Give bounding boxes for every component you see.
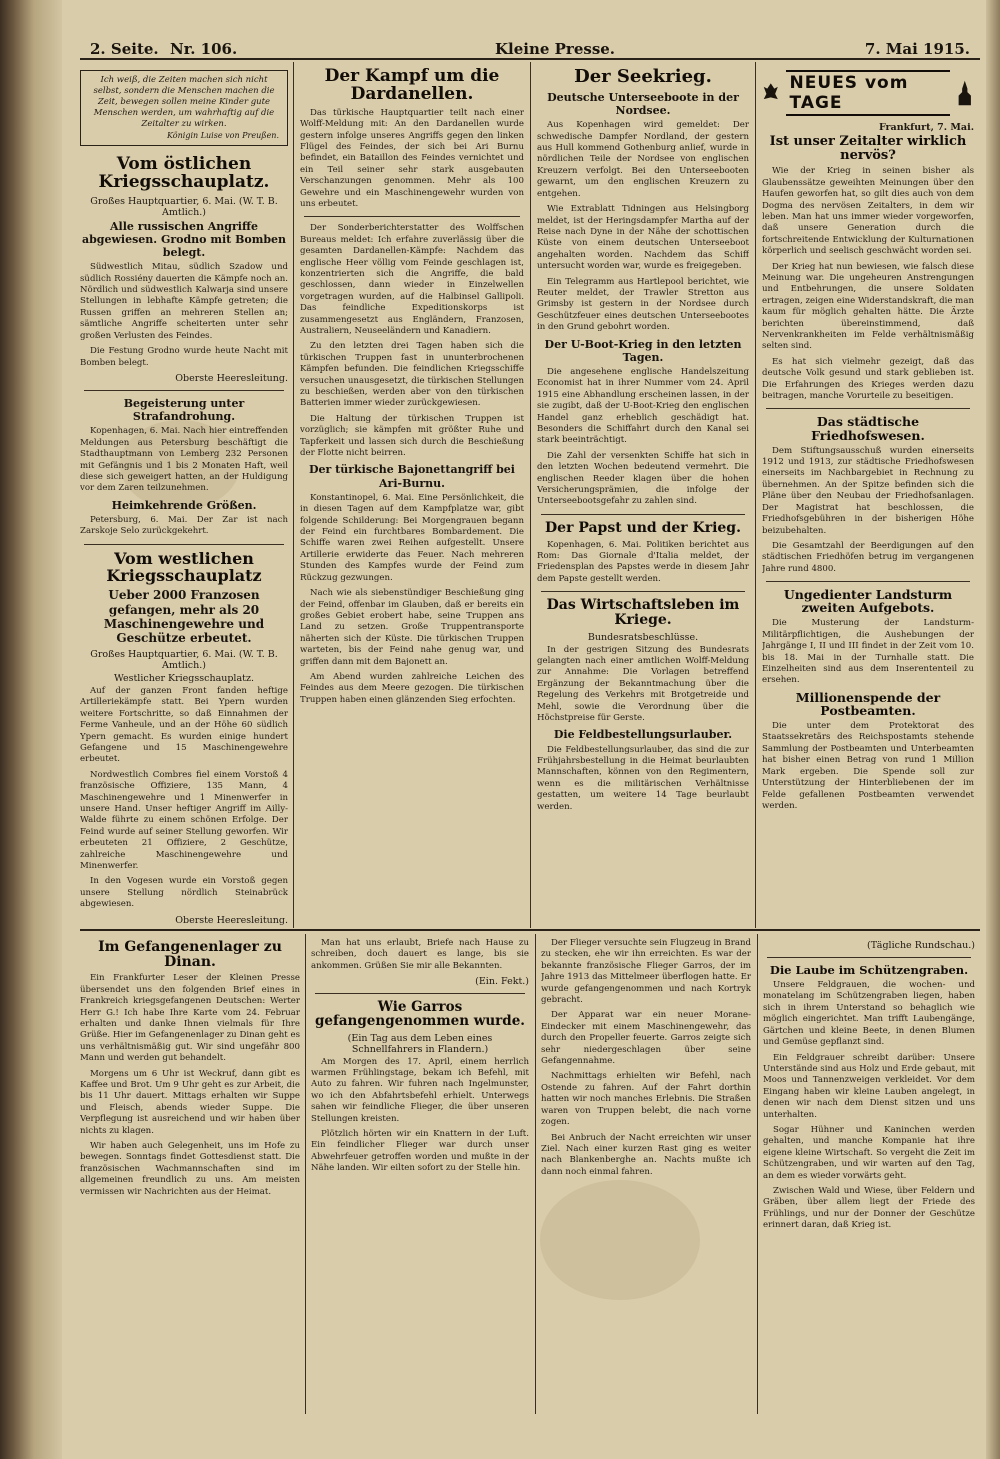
column-rule <box>305 934 306 1414</box>
article-paragraph: Nach wie als siebenstündiger Beschießung ging der Feind, offenbar im Glauben, daß er bereits ein großes Gebiet erobert habe, seine Truppen ans Land zu setzen. Große Truppentransporte näherten sich der Küste. Die türkischen Truppen warteten, bis der Feind nahe genug war, und griffen dann mit dem Bajonett an. <box>300 588 524 667</box>
article-paragraph: Es hat sich vielmehr gezeigt, daß das deutsche Volk gesund und stark geblieben ist. Die Erfahrungen des Krieges werden dazu beitragen, manche Vorurteile zu beseitigen. <box>762 356 974 401</box>
signature: (Ein. Fekt.) <box>475 976 529 988</box>
quote-text: Ich weiß, die Zeiten machen sich nicht selbst, sondern die Menschen machen die Zeit, bewegen sollen meine Kinder gute Menschen werden, um wahrhaftig auf die Zeitalter zu wirken. <box>93 75 275 129</box>
article-paragraph: Die Zahl der versenkten Schiffe hat sich in den letzten Wochen bedeutend vermehrt. Die englischen Reeder klagen über die hohen Versicherungsprämien, die infolge der Unterseebootsgefahr zu zahlen sind. <box>537 450 749 507</box>
headline-landsturm: Ungedienter Landsturm zweiten Aufgebots. <box>783 587 953 616</box>
article-paragraph: Morgens um 6 Uhr ist Weckruf, dann gibt es Kaffee und Brot. Um 9 Uhr geht es zur Arbeit, die bis 11 Uhr dauert. Mittags erhalten wir Suppe und Fleisch, abends wieder Suppe. Die Verpflegung ist ausreichend und wir haben über nichts zu klagen. <box>80 1068 300 1136</box>
headline-naval-war: Der Seekrieg. <box>574 66 712 87</box>
article-paragraph: Am Abend wurden zahlreiche Leichen des Feindes aus dem Meere gezogen. Die türkischen Truppen haben einen glänzenden Sieg erfochten. <box>300 671 524 705</box>
article-paragraph: Kopenhagen, 6. Mai. Politiken berichtet aus Rom: Das Giornale d'Italia meldet, der Friedensplan des Papstes werde in diesem Jahr dem Papste gestellt werden. <box>537 539 749 584</box>
dateline: Frankfurt, 7. Mai. <box>878 122 974 133</box>
divider <box>541 514 745 515</box>
column-rule <box>755 62 756 928</box>
article-paragraph: Der Apparat war ein neuer Morane-Eindecker mit einem Maschinengewehr, das durch den Propeller feuerte. Garros zeigte sich sehr niedergeschlagen über seine Gefangennahme. <box>541 1010 751 1067</box>
article-paragraph: In der gestrigen Sitzung des Bundesrats gelangten nach einer amtlichen Wolff-Meldung zur Annahme: Die Vorlagen betreffend Ergänzung der Bekanntmachung über die Regelung des Verkehrs mit Brotgetreide und Mehl, sowie die Verordnung über die Höchstpreise für Gerste. <box>537 644 749 723</box>
issue-date: 7. Mai 1915. <box>864 40 970 58</box>
header-rule <box>80 58 980 60</box>
article-paragraph: Ein Frankfurter Leser der Kleinen Presse übersendet uns den folgenden Brief eines in Frankreich kriegsgefangenen Deutschen: Werter Herr G.! Ich habe Ihre Karte vom 24. Februar erhalten und danke Ihnen vielmals für Ihre Grüße. Hier im Gefangenenlager zu Dinan geht es uns verhältnismäßig gut. Wir sind ungefähr 800 Mann und werden gut behandelt. <box>80 973 300 1064</box>
article-paragraph: Der Sonderberichterstatter des Wolffschen Bureaus meldet: Ich erfahre zuverlässig über die gesamten Dardanellen-Kämpfe: Nachdem das englische Heer völlig vom Feinde geschlagen ist, konzentrierten sich die Angriffe, die bald geschlossen, dann wieder in Einzelwellen vorgetragen wurden, auf die Halbinsel Gallipoli. Das feindliche Expeditionskorps ist zusammengesetzt aus Engländern, Franzosen, Australiern, Neuseeländern und Kanadiern. <box>300 223 524 336</box>
article-paragraph: Wir haben auch Gelegenheit, uns im Hofe zu bewegen. Sonntags findet Gottesdienst statt. Die französischen Wachmannschaften sind im allgemeinen freundlich zu uns. Am meisten vermissen wir Nachrichten aus der Heimat. <box>80 1141 300 1197</box>
column-news-of-the-day <box>762 66 974 928</box>
article-paragraph: Dem Stiftungsausschuß wurden einerseits 1912 und 1913, zur städtische Friedhofswesen einerseits im Nachbargebiet in Rechnung zu übernehmen. An der Spitze befinden sich die Pläne über den Neubau der Friedhofsanlagen. Der Magistrat hat beschlossen, die Friedhofsgebühren in der bisherigen Höhe beizubehalten. <box>762 445 974 536</box>
bottom-column-1 <box>80 938 300 1408</box>
article-paragraph: Die angesehene englische Handelszeitung Economist hat in ihrer Nummer vom 24. April 1915 eine Abhandlung erscheinen lassen, in der sie zugibt, daß der U-Boot-Krieg den englischen Handel ganz erheblich geschädigt hat. Besonders die Schiffahrt durch den Kanal sei stark beeinträchtigt. <box>537 366 749 446</box>
article-paragraph: Das türkische Hauptquartier teilt nach einer Wolff-Meldung mit: An den Dardanellen wurde gestern infolge unseres Angriffs gegen den linken Flügel des Feindes, der sich bei Ari Burnu befindet, ein Bataillon des Feindes vernichtet und ein Teil seiner sehr stark ausgebauten Verschanzungen genommen. Mehr als 100 Gewehre und ein Maschinengewehr wurden von uns erbeutet. <box>300 107 524 209</box>
signature: Oberste Heeresleitung. <box>175 372 288 384</box>
bottom-column-4 <box>763 938 975 1408</box>
divider <box>541 591 745 592</box>
article-paragraph: Südwestlich Mitau, südlich Szadow und südlich Rossiény dauerten die Kämpfe noch an. Nördlich und südwestlich Kalwarja sind unsere Stellungen in lebhafte Kämpfe getreten; die Russen griffen an mehreren Stellen an; sämtliche Angriffe scheiterten unter sehr großen Verlusten des Feindes. <box>80 262 288 341</box>
section-logo <box>762 70 974 116</box>
article-paragraph: Man hat uns erlaubt, Briefe nach Hause zu schreiben, doch dauert es lange, bis sie ankommen. Grüßen Sie mir alle Bekannten. <box>311 938 529 971</box>
bottom-column-2 <box>311 938 529 1408</box>
quote-author: Königin Luise von Preußen. <box>167 131 279 140</box>
column-rule <box>757 934 758 1414</box>
page-edge <box>986 0 1000 1459</box>
subheadline: Die Feldbestellungsurlauber. <box>553 728 733 742</box>
headline-trench-arbor: Die Laube im Schützengraben. <box>769 963 969 977</box>
newspaper-title: Kleine Presse. <box>495 40 616 58</box>
issue-number: Nr. 106. <box>170 40 238 58</box>
dateline: Großes Hauptquartier, 6. Mai. (W. T. B. Amtlich.) <box>90 648 278 671</box>
article-paragraph: Zwischen Wald und Wiese, über Feldern und Gräben, über allem liegt der Friede des Frühlings, und nur der Donner der Geschütze erinnert daran, daß Krieg ist. <box>763 1185 975 1231</box>
article-paragraph: Aus Kopenhagen wird gemeldet: Der schwedische Dampfer Nordland, der gestern aus Hull kommend Gothenburg anlief, wurde in nördlichen Teile der Nordsee von englischen Kreuzern verfolgt. Bei den Unterseebooten gewarnt, um den englischen Kreuzern zu entgehen. <box>537 120 749 199</box>
article-paragraph: Die Feldbestellungsurlauber, das sind die zur Frühjahrsbestellung in die Heimat beurlaubten Mannschaften, können von den Regimentern, wenn es die militärischen Verhältnisse gestatten, um weitere 14 Tage beurlaubt werden. <box>537 744 749 812</box>
headline-pope: Der Papst und der Krieg. <box>545 519 741 536</box>
signature: Oberste Heeresleitung. <box>175 914 288 926</box>
cathedral-icon <box>956 78 974 108</box>
subheadline: Alle russischen Angriffe abgewiesen. Grodno mit Bomben belegt. <box>81 219 287 260</box>
section-label: Bundesratsbeschlüsse. <box>587 631 699 643</box>
column-rule <box>535 934 536 1414</box>
quote-box <box>80 70 288 146</box>
divider <box>84 390 284 391</box>
bottom-column-3 <box>541 938 751 1408</box>
subheadline: Der türkische Bajonettangriff bei Ari-Burnu. <box>309 463 515 490</box>
fold-rule <box>80 929 980 931</box>
column-rule <box>530 62 531 928</box>
headline-postal-donation: Millionenspende der Postbeamten. <box>795 689 941 718</box>
article-paragraph: Zu den letzten drei Tagen haben sich die türkischen Truppen fast in ununterbrochenen Kämpfen befunden. Die feindlichen Kriegsschiffe versuchen unausgesetzt, die türkischen Stellungen zu beschießen, werden aber von den türkischen Batterien immer wieder zurückgewiesen. <box>300 341 524 409</box>
divider <box>766 581 970 582</box>
book-binding <box>0 0 62 1459</box>
section-logo-text: NEUES vom TAGE <box>786 70 951 116</box>
headline-eastern-front: Vom östlichen Kriegsschauplatz. <box>98 154 270 192</box>
article-paragraph: Der Flieger versuchte sein Flugzeug in Brand zu stecken, ehe wir ihn erreichten. Es war der bekannte französische Flieger Garros, der im Jahre 1913 das Mittelmeer überflogen hatte. Er wurde gefangengenommen und nach Kortryk gebracht. <box>541 938 751 1006</box>
divider <box>766 408 970 409</box>
article-paragraph: Nordwestlich Combres fiel einem Vorstoß 4 französische Offiziere, 135 Mann, 4 Maschinengewehre und 1 Minenwerfer in unsere Hand. Unser heftiger Angriff im Ailly-Walde führte zu einem schönen Erfolge. Der Feind wurde auf seiner Stellung geworfen. Wir erbeuteten 21 Offiziere, 2 Geschütze, zahlreiche Maschinengewehre und Minenwerfer. <box>80 769 288 871</box>
subheadline: Der U-Boot-Krieg in den letzten Tagen. <box>544 337 742 364</box>
headline-cemeteries: Das städtische Friedhofswesen. <box>811 414 925 443</box>
headline-economy: Das Wirtschaftsleben im Kriege. <box>546 597 740 628</box>
subheadline: Begeisterung unter Strafandrohung. <box>123 396 245 424</box>
headline-prison-camp: Im Gefangenenlager zu Dinan. <box>98 939 282 970</box>
article-paragraph: Ein Telegramm aus Hartlepool berichtet, wie Reuter meldet, der Trawler Stretton aus Grimsby ist gestern in der Nordsee durch Geschützfeuer eines deutschen Unterseebootes in den Grund gebohrt worden. <box>537 276 749 333</box>
article-paragraph: Wie der Krieg in seinen bisher als Glaubenssätze geweihten Meinungen über den Haufen geworfen hat, so gilt dies auch von dem Dogma des nervösen Zeitalters, in dem wir leben. Man hat uns immer wieder vorgeworfen, daß unsere Generation durch die fortschreitende Entwicklung der Kulturnationen körperlich und seelisch geschwächt worden sei. <box>762 166 974 257</box>
article-paragraph: Die unter dem Protektorat des Staatssekretärs des Reichspostamts stehende Sammlung der Postbeamten und Unterbeamten hat bisher einen Betrag von rund 1 Million Mark ergeben. Die Spende soll zur Unterstützung der Hinterbliebenen der im Felde gefallenen Postbeamten verwendet werden. <box>762 721 974 811</box>
headline-garros: Wie Garros gefangengenommen wurde. <box>314 999 526 1030</box>
eagle-crest-icon <box>762 80 780 106</box>
article-paragraph: Sogar Hühner und Kaninchen werden gehalten, und manche Kompanie hat ihre eigene kleine Wirtschaft. So vergeht die Zeit im Schützengraben, und wir warten auf den Tag, an dem es wieder vorwärts geht. <box>763 1124 975 1181</box>
divider <box>304 216 520 217</box>
article-paragraph: Unsere Feldgrauen, die wochen- und monatelang im Schützengraben liegen, haben sich in ihrem Unterstand so behaglich wie möglich eingerichtet. Man trifft Laubengänge, Gärtchen und kleine Beete, in denen Blumen und Gemüse gepflanzt sind. <box>763 980 975 1048</box>
article-paragraph: Kopenhagen, 6. Mai. Nach hier eintreffenden Meldungen aus Petersburg beschäftigt die Stadthauptmann von Lemberg 232 Personen mit Gefängnis und 1 bis 2 Monaten Haft, weil diese sich geweigert hatten, an der Huldigung vor dem Zaren teilzunehmen. <box>80 426 288 494</box>
article-paragraph: Nachmittags erhielten wir Befehl, nach Ostende zu fahren. Auf der Fahrt dorthin hatten wir noch manches Erlebnis. Die Straßen waren von Truppen belebt, die nach vorne zogen. <box>541 1071 751 1128</box>
article-paragraph: Auf der ganzen Front fanden heftige Artilleriekämpfe statt. Bei Ypern wurden weitere Fortschritte, so daß Einnahmen der Ferme Vanheule, und an der Höhe 60 südlich Ypern gemacht. Es wurden einige hundert Gefangene und 15 Maschinengewehre erbeutet. <box>80 685 288 765</box>
article-paragraph: In den Vogesen wurde ein Vorstoß gegen unsere Stellung nördlich Steinabrück abgewiesen. <box>80 876 288 910</box>
divider <box>315 993 525 994</box>
article-paragraph: Die Musterung der Landsturm-Militärpflichtigen, die Aushebungen der Jahrgänge I, II und III findet in der Zeit vom 10. bis 18. Mai in der Turnhalle statt. Die Einzelheiten sind aus dem Inserententeil zu ersehen. <box>762 618 974 686</box>
article-paragraph: Am Morgen des 17. April, einem herrlich warmen Frühlingstage, bekam ich Befehl, mit Auto zu fahren. Wir fuhren nach Ingelmunster, wo ich den Abfahrtsbefehl erhielt. Unterwegs sahen wir feindliche Flieger, die über unseren Stellungen kreisten. <box>311 1056 529 1124</box>
section-label: Westlicher Kriegsschauplatz. <box>114 672 254 684</box>
headline-dardanelles: Der Kampf um die Dardanellen. <box>324 66 500 104</box>
article-paragraph: Die Gesamtzahl der Beerdigungen auf den städtischen Friedhöfen betrug im vergangenen Jahre rund 4800. <box>762 540 974 574</box>
article-paragraph: Die Festung Grodno wurde heute Nacht mit Bomben belegt. <box>80 346 288 368</box>
article-paragraph: Petersburg, 6. Mai. Der Zar ist nach Zarskoje Selo zurückgekehrt. <box>80 514 288 537</box>
divider <box>84 544 284 545</box>
article-paragraph: Der Krieg hat nun bewiesen, wie falsch diese Meinung war. Die ungeheuren Anstrengungen und Entbehrungen, die unsere Soldaten ertragen, zeigen eine Widerstandskraft, die man kaum für möglich gehalten hätte. Die Ärzte berichten übereinstimmend, daß Nervenkrankheiten im Felde verhältnismäßig selten sind. <box>762 261 974 352</box>
column-dardanelles <box>300 66 524 928</box>
article-paragraph: Bei Anbruch der Nacht erreichten wir unser Ziel. Nach einer kurzen Rast ging es weiter nach Blankenberghe an. Nachts mußte ich dann noch einmal fahren. <box>541 1132 751 1177</box>
subheadline: Heimkehrende Größen. <box>111 498 257 512</box>
column-east-west <box>80 66 288 928</box>
page-number: 2. Seite. <box>90 40 159 58</box>
divider <box>767 957 971 958</box>
article-paragraph: Plötzlich hörten wir ein Knattern in der Luft. Ein feindlicher Flieger war durch unser Abwehrfeuer getroffen worden und mußte in der Nähe landen. Wir eilten sofort zu der Stelle hin. <box>311 1129 529 1174</box>
article-paragraph: Ein Feldgrauer schreibt darüber: Unsere Unterstände sind aus Holz und Erde gebaut, mit Moos und Tannenzweigen verkleidet. Vor dem Eingang haben wir kleine Lauben angelegt, in denen wir nach dem Dienst sitzen und uns unterhalten. <box>763 1052 975 1120</box>
subheadline: (Ein Tag aus dem Leben eines Schnellfahrers in Flandern.) <box>347 1032 493 1055</box>
subheadline: Deutsche Unterseeboote in der Nordsee. <box>547 90 739 118</box>
article-paragraph: Wie Extrablatt Tidningen aus Helsingborg meldet, ist der Heringsdampfer Martha auf der Reise nach Dyne in der Nähe der schottischen Küste von einem deutschen Unterseeboot angehalten worden. Nachdem das Schiff untersucht worden war, wurde es freigegeben. <box>537 204 749 272</box>
signature: (Tägliche Rundschau.) <box>867 940 975 951</box>
subheadline: Ueber 2000 Franzosen gefangen, mehr als 20 Maschinengewehre und Geschütze erbeutet. <box>103 588 265 646</box>
column-rule <box>293 62 294 928</box>
article-paragraph: Konstantinopel, 6. Mai. Eine Persönlichkeit, die in diesen Tagen auf dem Kampfplatze war, gibt folgende Schilderung: Bei Morgengrauen begann der Feind ein furchtbares Bombardement. Die Schiffe waren zwei Reihen aufgestellt. Unsere Artillerie erwiderte das Feuer. Nach mehreren Stunden des Kampfes wurde der Feind zum Rückzug gezwungen. <box>300 492 524 583</box>
dateline: Großes Hauptquartier, 6. Mai. (W. T. B. Amtlich.) <box>90 195 278 218</box>
column-naval-war <box>537 66 749 928</box>
headline-western-front: Vom westlichen Kriegsschauplatz <box>106 548 262 585</box>
article-paragraph: Die Haltung der türkischen Truppen ist vorzüglich; sie kämpfen mit größter Ruhe und Tapferkeit und lassen sich durch die Beschießung der Flotte nicht beirren. <box>300 413 524 459</box>
headline-nervous-age: Ist unser Zeitalter wirklich nervös? <box>769 134 967 163</box>
